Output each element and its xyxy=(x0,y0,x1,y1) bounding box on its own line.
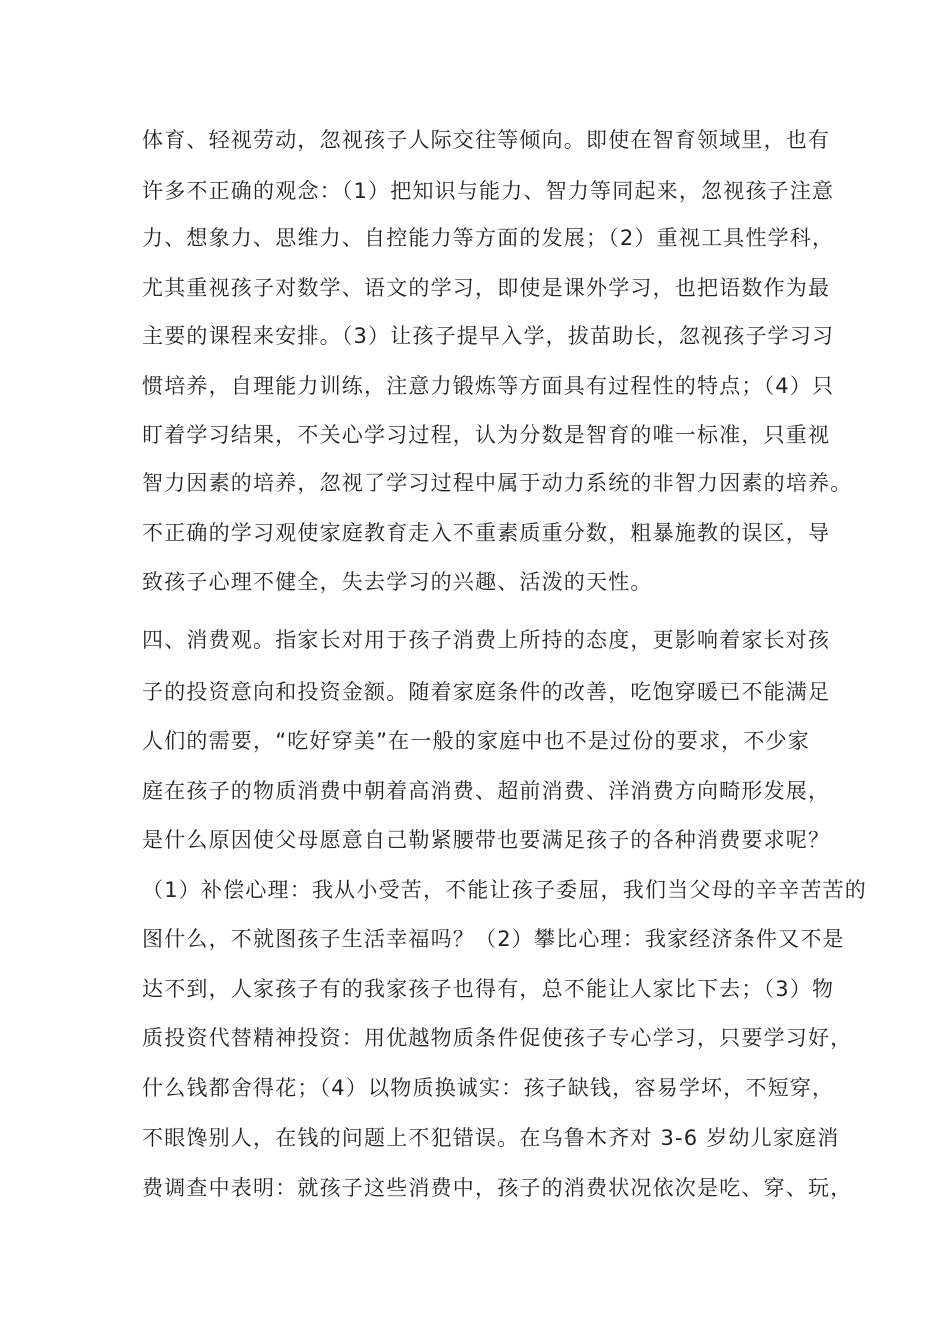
text-line: 达不到，人家孩子有的我家孩子也得有，总不能让人家比下去；（3）物 xyxy=(142,977,835,1001)
text-line: 主要的课程来安排。（3）让孩子提早入学，拔苗助长，忽视孩子学习习 xyxy=(142,324,835,348)
text-line: 费调查中表明：就孩子这些消费中，孩子的消费状况依次是吃、穿、玩， xyxy=(142,1176,853,1200)
text-line: 尤其重视孩子对数学、语文的学习，即使是课外学习，也把语数作为最 xyxy=(142,276,831,300)
text-line: 庭在孩子的物质消费中朝着高消费、超前消费、洋消费方向畸形发展， xyxy=(142,779,831,803)
text-line: 盯着学习结果，不关心学习过程，认为分数是智育的唯一标准，只重视 xyxy=(142,423,831,447)
text-line: 不眼馋别人，在钱的问题上不犯错误。在乌鲁木齐对 3-6 岁幼儿家庭消 xyxy=(142,1126,840,1150)
text-line: 许多不正确的观念：（1）把知识与能力、智力等同起来，忽视孩子注意 xyxy=(142,179,835,203)
text-line: 致孩子心理不健全，失去学习的兴趣、活泼的天性。 xyxy=(142,570,653,594)
text-line: 什么钱都舍得花；（4）以物质换诚实：孩子缺钱，容易学坏，不短穿， xyxy=(142,1076,835,1100)
text-line: （1）补偿心理：我从小受苦，不能让孩子委屈，我们当父母的辛辛苦苦的 xyxy=(142,878,867,902)
text-line: 图什么，不就图孩子生活幸福吗？（2）攀比心理：我家经济条件又不是 xyxy=(142,927,845,951)
text-line: 子的投资意向和投资金额。随着家庭条件的改善，吃饱穿暖已不能满足 xyxy=(142,680,831,704)
text-line: 力、想象力、思维力、自控能力等方面的发展；（2）重视工具性学科， xyxy=(142,226,835,250)
text-line: 体育、轻视劳动，忽视孩子人际交往等倾向。即使在智育领域里，也有 xyxy=(142,128,831,152)
text-line: 质投资代替精神投资：用优越物质条件促使孩子专心学习，只要学习好， xyxy=(142,1026,853,1050)
text-line: 是什么原因使父母愿意自己勒紧腰带也要满足孩子的各种消费要求呢？ xyxy=(142,828,831,852)
text-line: 智力因素的培养，忽视了学习过程中属于动力系统的非智力因素的培养。 xyxy=(142,471,853,495)
text-line: 四、消费观。指家长对用于孩子消费上所持的态度，更影响着家长对孩 xyxy=(142,628,831,652)
text-line: 惯培养，自理能力训练，注意力锻炼等方面具有过程性的特点；（4）只 xyxy=(142,374,835,398)
text-line: 人们的需要，“吃好穿美”在一般的家庭中也不是过份的要求，不少家 xyxy=(142,729,810,753)
text-line: 不正确的学习观使家庭教育走入不重素质重分数，粗暴施教的误区，导 xyxy=(142,521,831,545)
